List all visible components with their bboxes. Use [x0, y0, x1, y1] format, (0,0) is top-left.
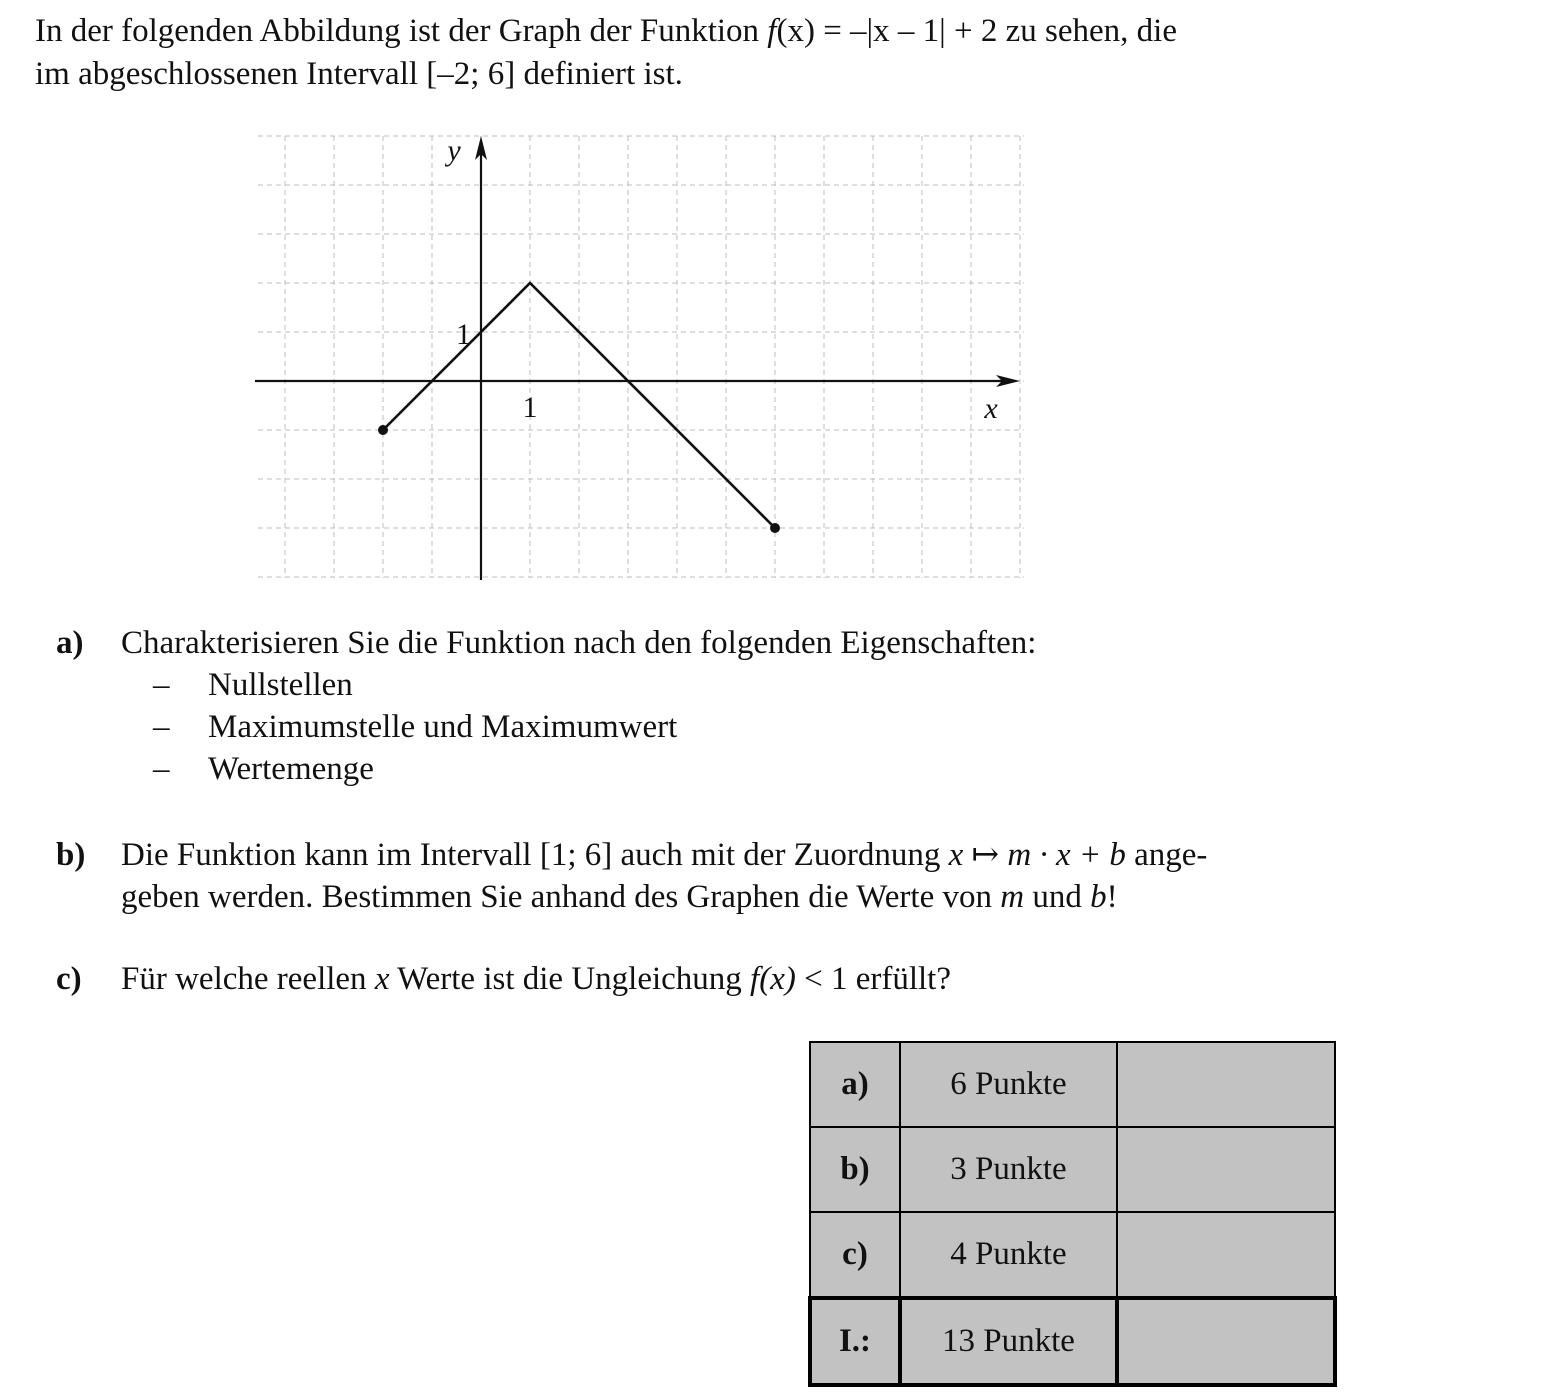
- task-a-list: [121, 664, 1036, 790]
- task-c: [56, 958, 951, 1000]
- endpoint-dot: [378, 425, 388, 435]
- axes: [255, 136, 1020, 580]
- list-item: – Wertemenge: [153, 751, 374, 787]
- score-blank: [1117, 1298, 1335, 1385]
- x-tick-label: 1: [522, 391, 538, 424]
- endpoint-dot: [770, 523, 780, 533]
- score-points: 4 Punkte: [900, 1212, 1117, 1298]
- score-points: 6 Punkte: [900, 1042, 1117, 1127]
- score-total-label: I.:: [810, 1298, 900, 1385]
- task-b-line-1: Die Funktion kann im Intervall [1; 6] auch mit der Zuordnung x ↦ m · x + b ange-: [121, 837, 1208, 873]
- list-item: – Nullstellen: [153, 667, 353, 703]
- y-axis-label: y: [447, 134, 461, 167]
- table-row: [810, 1212, 1335, 1298]
- intro-line-1: In der folgenden Abbildung ist der Graph der Funktion f(x) = –|x – 1| + 2 zu sehen, die: [35, 13, 1177, 49]
- function-graph: [250, 128, 1040, 588]
- intro-text: [35, 10, 1515, 96]
- table-row: [810, 1042, 1335, 1127]
- score-label: a): [810, 1042, 900, 1127]
- x-axis-label: x: [984, 392, 998, 425]
- task-a: [56, 622, 1036, 790]
- score-label: b): [810, 1127, 900, 1212]
- score-blank: [1117, 1127, 1335, 1212]
- y-tick-label: 1: [456, 318, 471, 351]
- table-row: [810, 1298, 1335, 1385]
- task-a-body: [121, 622, 1036, 790]
- table-row: [810, 1127, 1335, 1212]
- mapping-formula: x ↦ m · x + b: [948, 837, 1126, 873]
- task-b-line-2: geben werden. Bestimmen Sie anhand des Graphen die Werte von m und b!: [121, 879, 1118, 915]
- grid: [258, 136, 1024, 578]
- task-c-text: Für welche reellen x Werte ist die Ungleichung f(x) < 1 erfüllt?: [121, 961, 951, 997]
- task-a-label: a): [56, 625, 84, 661]
- task-b-body: [121, 834, 1207, 918]
- score-blank: [1117, 1212, 1335, 1298]
- score-points: 3 Punkte: [900, 1127, 1117, 1212]
- task-a-text: Charakterisieren Sie die Funktion nach den folgenden Eigenschaften:: [121, 625, 1037, 661]
- intro-line-2: im abgeschlossenen Intervall [–2; 6] definiert ist.: [35, 56, 683, 92]
- score-total-points: 13 Punkte: [900, 1298, 1117, 1385]
- task-c-body: [121, 958, 951, 1000]
- task-c-label: c): [56, 961, 82, 997]
- task-b: [56, 834, 1207, 918]
- task-b-label: b): [56, 837, 86, 873]
- list-item: – Maximumstelle und Maximumwert: [153, 709, 678, 745]
- score-label: c): [810, 1212, 900, 1298]
- score-table: [808, 1041, 1337, 1387]
- score-blank: [1117, 1042, 1335, 1127]
